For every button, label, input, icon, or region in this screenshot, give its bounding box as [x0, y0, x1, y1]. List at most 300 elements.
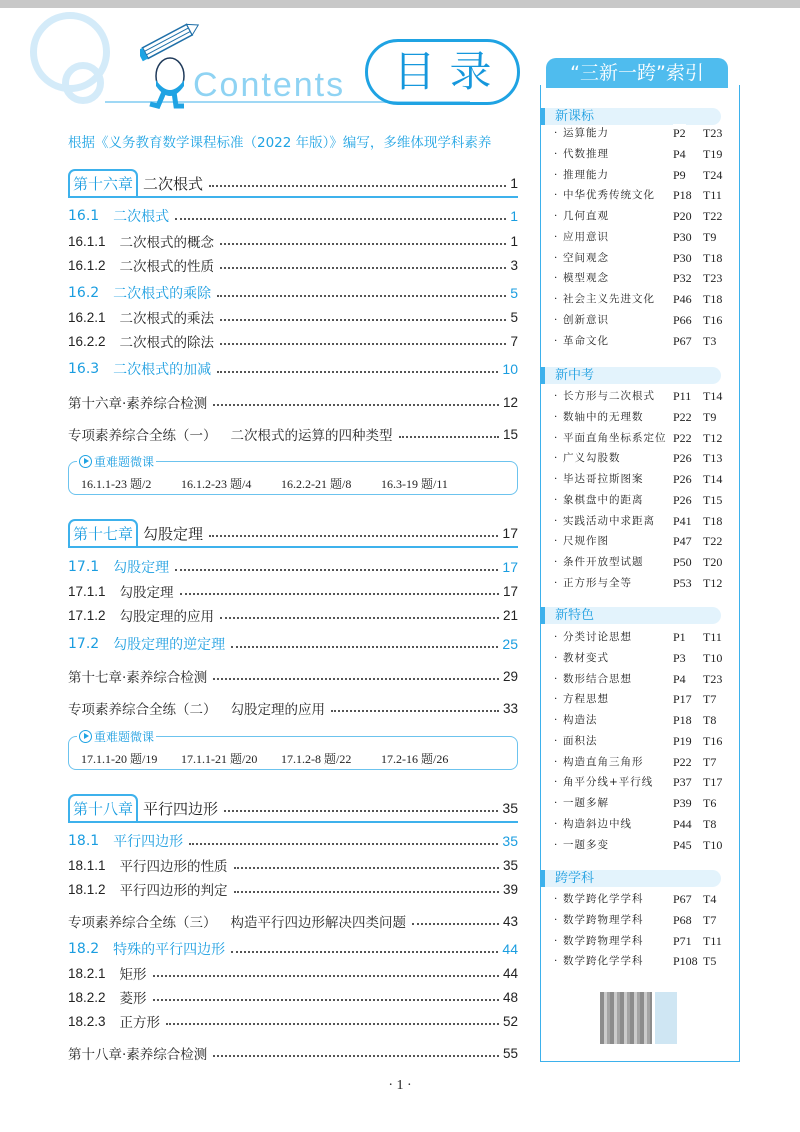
index-page: P47 — [673, 534, 692, 549]
sidebar-index-item[interactable] — [554, 290, 734, 308]
bullet-icon: · — [554, 473, 558, 485]
index-page: P41 — [673, 513, 692, 528]
index-page: P37 — [673, 775, 692, 790]
toc-label: 第十七章·素养综合检测 — [68, 670, 208, 686]
index-topic: 数学跨物理学科 — [563, 934, 644, 947]
toc-page-number: 48 — [502, 989, 518, 1005]
toc-chapter-row[interactable] — [68, 170, 518, 198]
sidebar-index-item[interactable] — [554, 815, 734, 833]
micro-lesson-item[interactable]: 16.1.2-23 题/4 — [181, 477, 252, 491]
index-page: P26 — [673, 451, 692, 466]
toc-page-number: 29 — [502, 668, 518, 684]
bullet-icon: · — [554, 776, 558, 789]
toc-sub-row[interactable] — [68, 254, 518, 276]
dot-leader — [220, 267, 506, 269]
index-topic: 分类讨论思想 — [563, 631, 632, 643]
toc-section-row[interactable] — [68, 830, 518, 852]
index-topic: 尺规作图 — [563, 535, 609, 548]
dot-leader — [234, 891, 499, 893]
toc-number: 18.2 — [68, 941, 100, 957]
toc-section-row[interactable] — [68, 633, 518, 655]
toc-page-number: 35 — [502, 857, 518, 873]
toc-page-number: 17 — [502, 583, 518, 599]
dot-leader — [175, 569, 498, 571]
sidebar-index-item[interactable] — [554, 553, 734, 571]
dot-leader — [220, 243, 506, 245]
index-question: T14 — [703, 389, 723, 403]
index-page: P18 — [673, 188, 692, 203]
toc-section-row[interactable] — [68, 358, 518, 380]
index-page: P30 — [673, 250, 692, 265]
bullet-icon: · — [554, 493, 558, 506]
index-question: T9 — [703, 229, 717, 244]
micro-lesson-box — [68, 730, 518, 770]
toc-sub-row[interactable] — [68, 306, 518, 328]
bullet-icon: · — [554, 734, 558, 747]
sidebar-title: “三新一跨”索引 — [546, 58, 728, 88]
bullet-icon: · — [554, 576, 558, 589]
index-topic: 数学跨物理学科 — [563, 913, 644, 926]
toc-sub-row[interactable] — [68, 580, 518, 602]
index-topic: 中华优秀传统文化 — [563, 189, 655, 202]
index-question: T11 — [703, 630, 722, 644]
index-page: P39 — [673, 796, 692, 810]
toc-label: 矩形 — [119, 967, 147, 983]
sidebar-section-header: 跨学科 — [541, 870, 721, 887]
toc-review-row[interactable] — [68, 1042, 518, 1064]
bullet-icon: · — [554, 714, 558, 726]
index-question: T18 — [703, 292, 723, 306]
sidebar-index-item[interactable] — [554, 836, 734, 854]
index-question: T23 — [703, 671, 723, 686]
qr-code-label — [655, 992, 677, 1044]
dot-leader — [220, 319, 506, 321]
toc-label: 平行四边形 — [113, 834, 184, 850]
index-question: T15 — [703, 492, 723, 507]
toc-label: 勾股定理 — [113, 560, 170, 576]
bullet-icon: · — [554, 230, 558, 243]
decorative-circle — [62, 62, 104, 104]
toc-topic: 勾股定理的应用 — [230, 702, 325, 718]
toc-number: 16.1.1 — [68, 233, 106, 249]
toc-label: 第十六章·素养综合检测 — [68, 396, 208, 412]
subtitle: 根据《义务教育数学课程标准（2022 年版）》编写，多维体现学科素养 — [68, 135, 492, 151]
index-question: T7 — [703, 912, 717, 927]
page-number: · 1 · — [388, 1078, 412, 1093]
sidebar-index-item[interactable] — [554, 269, 734, 287]
sidebar-index-item[interactable] — [554, 574, 734, 592]
sidebar-index-item[interactable] — [554, 732, 734, 750]
micro-lesson-item[interactable]: 16.1.1-23 题/2 — [81, 477, 152, 491]
index-page: P26 — [673, 472, 692, 486]
toc-sub-row[interactable] — [68, 854, 518, 876]
toc-page-number: 15 — [502, 426, 518, 442]
micro-lesson-list — [81, 475, 509, 492]
toc-chapter-row[interactable] — [68, 520, 518, 548]
index-page: P53 — [673, 575, 692, 590]
toc-page-number: 17 — [502, 525, 518, 541]
sidebar-section-header: 新特色 — [541, 607, 721, 624]
dot-leader — [166, 1023, 499, 1025]
dot-leader — [209, 535, 498, 537]
toc-sub-row[interactable] — [68, 330, 518, 352]
bullet-icon: · — [554, 955, 558, 968]
index-topic: 代数推理 — [563, 147, 609, 160]
toc-section-row[interactable] — [68, 205, 518, 227]
bullet-icon: · — [554, 210, 558, 222]
dot-leader — [153, 999, 499, 1001]
toc-page-number: 3 — [510, 257, 518, 273]
index-topic: 推理能力 — [563, 168, 609, 181]
toc-number: 17.1 — [68, 559, 100, 575]
sidebar-index-item[interactable] — [554, 753, 734, 771]
toc-label: 勾股定理 — [119, 585, 174, 601]
index-question: T19 — [703, 146, 723, 161]
bullet-icon: · — [554, 934, 558, 947]
sidebar-index-item[interactable] — [554, 890, 734, 908]
sidebar-index-item[interactable] — [554, 690, 734, 708]
index-topic: 构造直角三角形 — [563, 755, 644, 768]
chapter-tag: 第十七章 — [68, 519, 138, 547]
toc-chapter-row[interactable] — [68, 795, 518, 823]
bullet-icon: · — [554, 556, 558, 568]
index-topic: 应用意识 — [563, 230, 609, 243]
pencil-mascot-icon — [140, 20, 200, 110]
page-title: 目录 — [365, 39, 520, 105]
index-question: T18 — [703, 250, 723, 265]
index-topic: 创新意识 — [563, 313, 609, 326]
index-page: P22 — [673, 430, 692, 445]
bullet-icon: · — [554, 189, 558, 202]
index-topic: 象棋盘中的距离 — [563, 493, 644, 506]
toc-label: 平行四边形 — [143, 799, 219, 818]
toc-topic: 构造平行四边形解决四类问题 — [230, 915, 406, 931]
index-topic: 实践活动中求距离 — [563, 514, 655, 527]
index-question: T23 — [703, 271, 723, 286]
bullet-icon: · — [554, 893, 558, 905]
micro-lesson-list — [81, 750, 509, 767]
toc-label: 二次根式的概念 — [119, 235, 215, 251]
index-topic: 革命文化 — [563, 334, 609, 347]
index-page: P32 — [673, 271, 692, 286]
index-topic: 运算能力 — [563, 127, 609, 139]
index-page: P67 — [673, 892, 692, 906]
toc-sub-row[interactable] — [68, 604, 518, 626]
dot-leader — [412, 923, 499, 925]
sidebar-index-item[interactable] — [554, 332, 734, 350]
toc-sub-row[interactable] — [68, 230, 518, 252]
sidebar-index-item[interactable] — [554, 932, 734, 950]
toc-page-number: 12 — [502, 394, 518, 410]
index-question: T12 — [703, 575, 723, 590]
bullet-icon: · — [554, 693, 558, 706]
dot-leader — [331, 710, 499, 712]
index-topic: 社会主义先进文化 — [563, 293, 655, 305]
toc-number: 18.2.2 — [68, 989, 106, 1005]
toc-label: 正方形 — [119, 1015, 161, 1031]
sidebar-index-item[interactable] — [554, 649, 734, 667]
index-page: P50 — [673, 555, 692, 569]
index-question: T13 — [703, 451, 723, 466]
toc-label: 二次根式 — [113, 209, 170, 225]
index-page: P22 — [673, 754, 692, 769]
toc-sub-row[interactable] — [68, 986, 518, 1008]
index-question: T4 — [703, 892, 717, 906]
toc-page-number: 52 — [502, 1013, 518, 1029]
toc-number: 16.1.2 — [68, 257, 106, 273]
index-question: T24 — [703, 167, 723, 182]
toc-label: 专项素养综合全练（二） — [68, 702, 217, 718]
sidebar-section-header: 新课标 — [541, 108, 721, 125]
index-page: P46 — [673, 292, 692, 306]
toc-sub-row[interactable] — [68, 878, 518, 900]
sidebar-index-item[interactable] — [554, 408, 734, 426]
sidebar-index-item[interactable] — [554, 449, 734, 467]
toc-number: 18.1.2 — [68, 881, 106, 897]
toc-page-number: 1 — [510, 175, 518, 191]
toc-label: 二次根式的乘法 — [119, 311, 215, 327]
sidebar-index-item[interactable] — [554, 186, 734, 204]
toc-number: 16.3 — [68, 361, 100, 377]
index-topic: 数轴中的无理数 — [563, 410, 644, 423]
bullet-icon: · — [554, 797, 558, 809]
toc-label: 勾股定理 — [143, 524, 204, 543]
toc-page-number: 1 — [510, 208, 518, 224]
bullet-icon: · — [554, 127, 558, 139]
sidebar-index-item[interactable] — [554, 470, 734, 488]
index-topic: 构造斜边中线 — [563, 817, 632, 830]
bullet-icon: · — [554, 514, 558, 527]
index-question: T11 — [703, 933, 722, 948]
sidebar-index-item[interactable] — [554, 124, 734, 142]
index-question: T8 — [703, 713, 717, 727]
index-topic: 面积法 — [563, 734, 598, 747]
toc-special-row[interactable] — [68, 697, 518, 719]
dot-leader — [175, 218, 506, 220]
index-topic: 空间观念 — [563, 251, 609, 264]
bullet-icon: · — [554, 631, 558, 643]
dot-leader — [231, 646, 498, 648]
index-page: P108 — [673, 954, 698, 969]
toc-label: 平行四边形的性质 — [119, 859, 228, 875]
toc-page-number: 35 — [502, 833, 518, 849]
toc-number: 16.2 — [68, 285, 100, 301]
index-page: P45 — [673, 837, 692, 852]
index-page: P68 — [673, 912, 692, 927]
bullet-icon: · — [554, 410, 558, 423]
dot-leader — [217, 295, 506, 297]
toc-section-row[interactable] — [68, 282, 518, 304]
index-page: P2 — [673, 126, 686, 140]
bullet-icon: · — [554, 251, 558, 264]
index-page: P4 — [673, 671, 686, 686]
index-question: T10 — [703, 837, 723, 852]
bullet-icon: · — [554, 334, 558, 347]
micro-lesson-item[interactable]: 17.2-16 题/26 — [381, 752, 449, 766]
micro-lesson-item[interactable]: 17.1.2-8 题/22 — [281, 752, 352, 766]
sidebar-index-item[interactable] — [554, 228, 734, 246]
index-question: T3 — [703, 333, 717, 348]
toc-number: 18.2.3 — [68, 1013, 106, 1029]
toc-number: 16.1 — [68, 208, 100, 224]
index-topic: 数学跨化学学科 — [563, 955, 644, 968]
index-topic: 毕达哥拉斯图案 — [563, 473, 644, 485]
play-icon[interactable] — [79, 455, 92, 468]
toc-page-number: 1 — [510, 233, 518, 249]
toc-section-row[interactable] — [68, 938, 518, 960]
index-question: T7 — [703, 692, 717, 707]
micro-lesson-item[interactable]: 16.2.2-21 题/8 — [281, 477, 352, 491]
index-page: P20 — [673, 209, 692, 223]
sidebar-index-item[interactable] — [554, 491, 734, 509]
dot-leader — [213, 404, 499, 406]
sidebar-index-item[interactable] — [554, 952, 734, 970]
micro-lesson-item[interactable]: 17.1.1-20 题/19 — [81, 752, 158, 766]
sidebar-index-item[interactable] — [554, 311, 734, 329]
toc-page-number: 39 — [502, 881, 518, 897]
index-question: T12 — [703, 430, 723, 445]
bullet-icon: · — [554, 838, 558, 851]
bullet-icon: · — [554, 147, 558, 160]
toc-sub-row[interactable] — [68, 962, 518, 984]
sidebar-index-item[interactable] — [554, 429, 734, 447]
top-border — [0, 0, 800, 8]
index-topic: 构造法 — [563, 714, 598, 726]
toc-page-number: 33 — [502, 700, 518, 716]
sidebar-index-item[interactable] — [554, 207, 734, 225]
toc-page-number: 17 — [502, 559, 518, 575]
index-page: P30 — [673, 229, 692, 244]
index-question: T7 — [703, 754, 717, 769]
index-topic: 几何直观 — [563, 210, 609, 222]
index-topic: 数形结合思想 — [563, 672, 632, 685]
toc-page-number: 5 — [510, 285, 518, 301]
toc-label: 特殊的平行四边形 — [113, 942, 226, 958]
sidebar-index-item[interactable] — [554, 512, 734, 530]
dot-leader — [213, 678, 499, 680]
index-page: P11 — [673, 389, 692, 403]
index-question: T22 — [703, 534, 723, 549]
index-question: T23 — [703, 126, 723, 140]
chapter-tag: 第十六章 — [68, 169, 138, 197]
toc-page-number: 5 — [510, 309, 518, 325]
toc-number: 18.1 — [68, 833, 100, 849]
sidebar-index-item[interactable] — [554, 532, 734, 550]
toc-label: 第十八章·素养综合检测 — [68, 1047, 208, 1063]
index-page: P67 — [673, 333, 692, 348]
index-topic: 数学跨化学学科 — [563, 893, 644, 905]
toc-number: 18.2.1 — [68, 965, 106, 981]
toc-number: 17.1.1 — [68, 583, 106, 599]
toc-label: 菱形 — [119, 991, 147, 1007]
toc-number: 17.2 — [68, 636, 100, 652]
index-topic: 长方形与二次根式 — [563, 390, 655, 402]
index-question: T16 — [703, 312, 723, 327]
toc-page-number: 44 — [502, 965, 518, 981]
toc-page-number: 44 — [502, 941, 518, 957]
index-page: P9 — [673, 167, 686, 182]
toc-label: 勾股定理的逆定理 — [113, 637, 226, 653]
dot-leader — [153, 975, 499, 977]
bullet-icon: · — [554, 293, 558, 305]
toc-label: 专项素养综合全练（一） — [68, 428, 217, 444]
toc-page-number: 43 — [502, 913, 518, 929]
sidebar-index-item[interactable] — [554, 670, 734, 688]
toc-page-number: 55 — [502, 1045, 518, 1061]
index-question: T10 — [703, 650, 723, 665]
toc-special-row[interactable] — [68, 910, 518, 932]
sidebar-index-item[interactable] — [554, 387, 734, 405]
sidebar-index-item[interactable] — [554, 628, 734, 646]
index-question: T8 — [703, 816, 717, 831]
toc-review-row[interactable] — [68, 391, 518, 413]
dot-leader — [213, 1055, 499, 1057]
index-topic: 平面直角坐标系定位 — [563, 431, 667, 444]
micro-lesson-label: 重难题微课 — [94, 455, 155, 469]
toc-label: 专项素养综合全练（三） — [68, 915, 217, 931]
index-question: T6 — [703, 796, 717, 810]
play-icon[interactable] — [79, 730, 92, 743]
micro-lesson-item[interactable]: 17.1.1-21 题/20 — [181, 752, 258, 766]
micro-lesson-title — [77, 453, 156, 470]
dot-leader — [231, 951, 498, 953]
toc-label: 二次根式 — [143, 174, 204, 193]
index-topic: 教材变式 — [563, 651, 609, 664]
index-topic: 方程思想 — [563, 693, 609, 706]
index-topic: 广义勾股数 — [563, 452, 621, 465]
toc-label: 二次根式的除法 — [119, 335, 215, 351]
micro-lesson-item[interactable]: 16.3-19 题/11 — [381, 477, 448, 491]
bullet-icon: · — [554, 272, 558, 285]
sidebar-index-item[interactable] — [554, 794, 734, 812]
index-page: P22 — [673, 409, 692, 424]
toc-label: 二次根式的乘除 — [113, 286, 212, 302]
sidebar-index-item[interactable] — [554, 249, 734, 267]
bullet-icon: · — [554, 390, 558, 402]
toc-section-row[interactable] — [68, 556, 518, 578]
toc-review-row[interactable] — [68, 665, 518, 687]
index-question: T14 — [703, 472, 723, 486]
toc-page-number: 21 — [502, 607, 518, 623]
dot-leader — [399, 436, 499, 438]
micro-lesson-title — [77, 728, 156, 745]
chapter-tag: 第十八章 — [68, 794, 138, 822]
sidebar-section-header: 新中考 — [541, 367, 721, 384]
sidebar-index-item[interactable] — [554, 911, 734, 929]
sidebar-index-item[interactable] — [554, 166, 734, 184]
dot-leader — [217, 371, 498, 373]
index-page: P18 — [673, 713, 692, 727]
index-page: P3 — [673, 650, 686, 665]
qr-code[interactable] — [600, 992, 652, 1044]
index-topic: 一题多解 — [563, 797, 609, 809]
toc-number: 16.2.1 — [68, 309, 106, 325]
toc-page-number: 7 — [510, 333, 518, 349]
index-page: P17 — [673, 692, 692, 707]
index-question: T16 — [703, 733, 723, 748]
toc-sub-row[interactable] — [68, 1010, 518, 1032]
micro-lesson-label: 重难题微课 — [94, 730, 155, 744]
dot-leader — [180, 593, 499, 595]
toc-special-row[interactable] — [68, 423, 518, 445]
bullet-icon: · — [554, 535, 558, 548]
bullet-icon: · — [554, 651, 558, 664]
sidebar-index-item[interactable] — [554, 773, 734, 791]
sidebar-index-item[interactable] — [554, 711, 734, 729]
toc-page-number: 25 — [502, 636, 518, 652]
sidebar-index-item[interactable] — [554, 145, 734, 163]
toc-label: 二次根式的加减 — [113, 362, 212, 378]
